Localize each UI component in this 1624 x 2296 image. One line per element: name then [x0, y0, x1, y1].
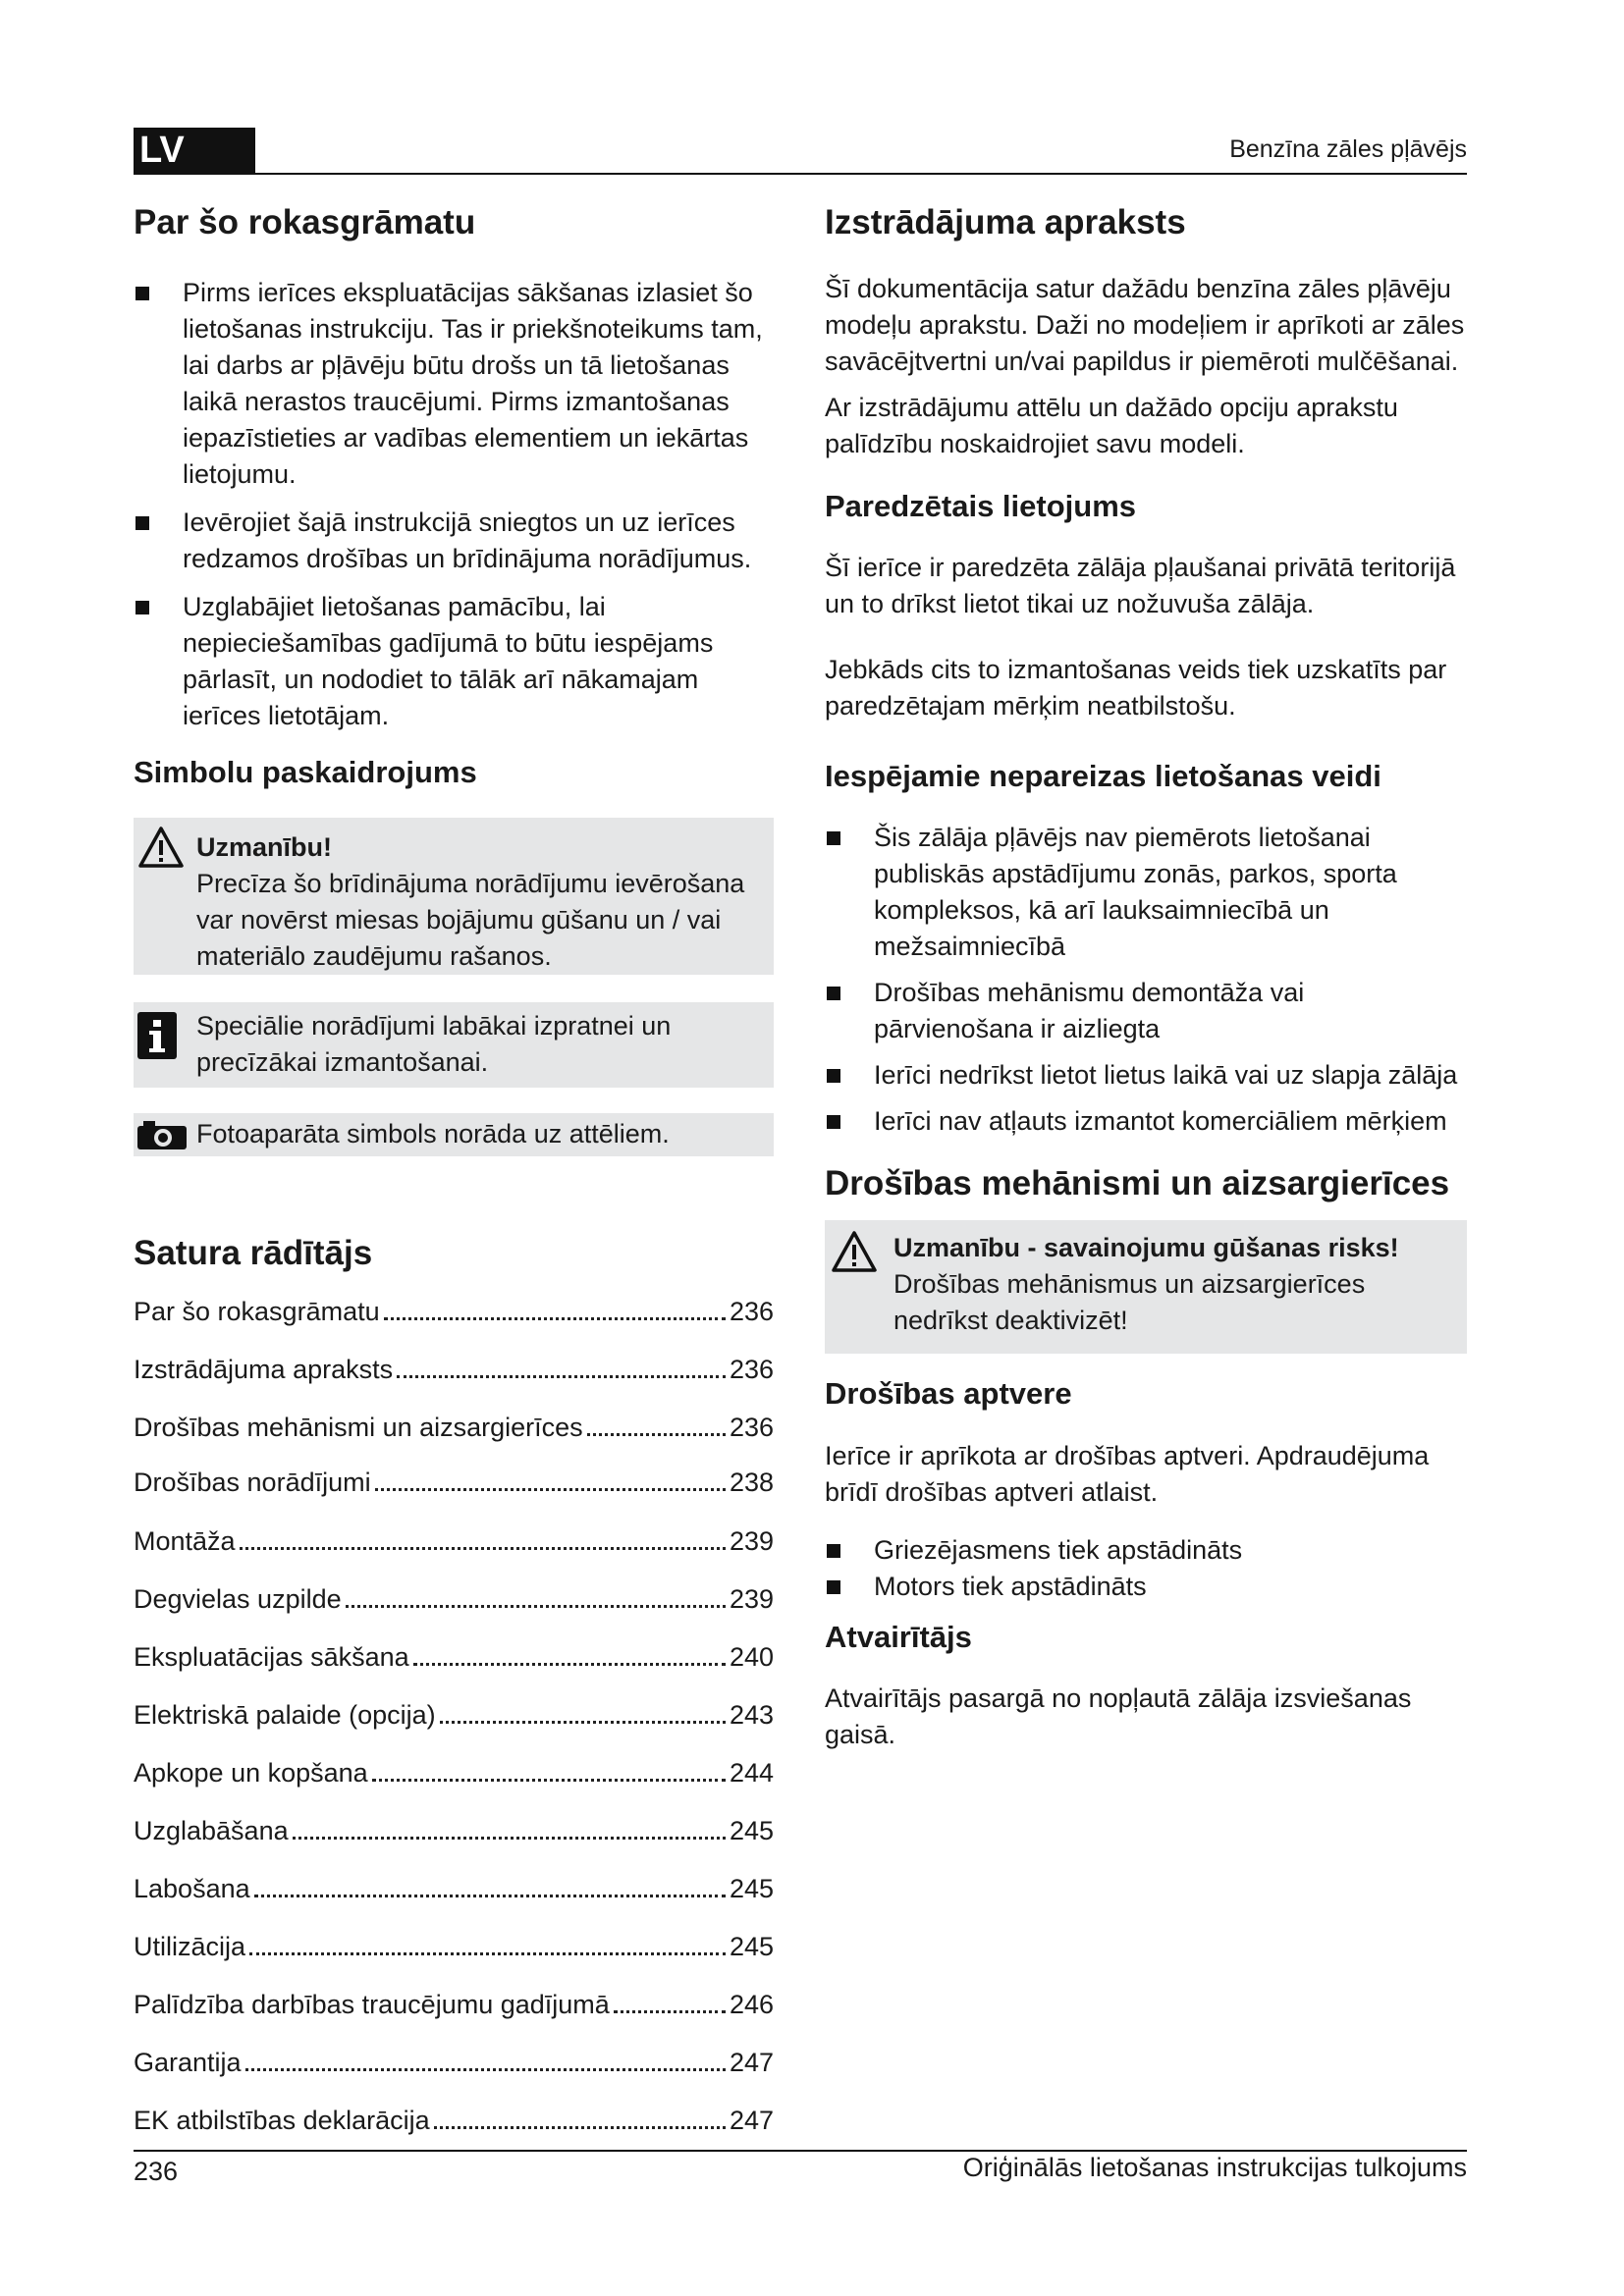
toc-item[interactable]: Drošības norādījumi 238: [134, 1468, 774, 1498]
about-heading: Par šo rokasgrāmatu: [134, 203, 476, 241]
list-item: Motors tiek apstādināts: [825, 1569, 1467, 1605]
toc-item[interactable]: Uzglabāšana 245: [134, 1816, 774, 1846]
toc-item[interactable]: Drošības mehānismi un aizsargierīces 236: [134, 1413, 774, 1443]
warning-triangle-icon: [831, 1230, 878, 1273]
safety-warning-title: Uzmanību - savainojumu gūšanas risks!: [893, 1233, 1399, 1263]
bullet-square-icon: [827, 831, 840, 845]
camera-text: Fotoaparāta simbols norāda uz attēliem.: [196, 1119, 670, 1149]
header-rule: [134, 173, 1467, 175]
toc-item[interactable]: Palīdzība darbības traucējumu gadījumā 246: [134, 1990, 774, 2020]
list-item: Šis zālāja pļāvējs nav piemērots lietošanai publiskās apstādījumu zonās, parkos, sporta kompleksos, kā arī lauksaimniecībā un mežsaimniecībā: [825, 820, 1467, 965]
toc-item[interactable]: Montāža 239: [134, 1526, 774, 1557]
product-paragraph-2: Ar izstrādājumu attēlu un dažādo opciju aprakstu palīdzību noskaidrojiet savu modeli.: [825, 393, 1398, 458]
list-item: Drošības mehānismu demontāža vai pārvienošana ir aizliegta: [825, 975, 1467, 1047]
guard-heading: Drošības aptvere: [825, 1376, 1072, 1412]
deflector-heading: Atvairītājs: [825, 1619, 972, 1654]
list-item: Uzglabājiet lietošanas pamācību, lai nepieciešamības gadījumā to būtu iespējams pārlasīt, un nododiet to tālāk arī nākamajam ierīces lietotājam.: [134, 589, 774, 734]
deflector-paragraph: Atvairītājs pasargā no nopļautā zālāja izsviešanas gaisā.: [825, 1682, 1412, 1749]
bullet-square-icon: [827, 1115, 840, 1129]
list-item: Ierīci nedrīkst lietot lietus laikā vai uz slapja zālāja: [825, 1057, 1467, 1094]
product-paragraph-1: Šī dokumentācija satur dažādu benzīna zāles pļāvēju modeļu aprakstu. Daži no modeļiem ir aprīkoti ar zāles savācējtvertni un/vai papildus ir piemēroti mulčēšanai.: [825, 274, 1465, 376]
footer-title: Oriģinālās lietošanas instrukcijas tulkojums: [962, 2153, 1467, 2182]
list-item: Griezējasmens tiek apstādināts: [825, 1532, 1467, 1569]
right-column: [825, 196, 1467, 1753]
bullet-square-icon: [135, 516, 149, 530]
toc-item[interactable]: Labošana 245: [134, 1874, 774, 1904]
footer-rule: [134, 2150, 1467, 2152]
bullet-square-icon: [827, 987, 840, 1000]
guard-list: [825, 1532, 1467, 1605]
safety-warning-notice: [825, 1220, 1467, 1354]
toc-item[interactable]: Izstrādājuma apraksts 236: [134, 1355, 774, 1385]
info-icon: [137, 1012, 177, 1059]
toc-item[interactable]: Par šo rokasgrāmatu 236: [134, 1297, 774, 1327]
bullet-square-icon: [135, 601, 149, 614]
product-heading: Izstrādājuma apraksts: [825, 203, 1186, 241]
intended-paragraph-2: Jebkāds cits to izmantošanas veids tiek uzskatīts par paredzētajam mērķim neatbilstošu.: [825, 655, 1447, 721]
language-badge: LV: [134, 128, 255, 173]
info-notice: [134, 1002, 774, 1088]
left-column: [134, 196, 774, 2147]
toc-heading: Satura rādītājs: [134, 1234, 373, 1273]
safety-heading: Drošības mehānismi un aizsargierīces: [825, 1164, 1450, 1203]
toc-item[interactable]: Utilizācija 245: [134, 1932, 774, 1962]
toc-list: [134, 1294, 774, 2147]
toc-item[interactable]: Ekspluatācijas sākšana 240: [134, 1642, 774, 1673]
guard-paragraph: Ierīce ir aprīkota ar drošības aptveri. Apdraudējuma brīdī drošības aptveri atlaist.: [825, 1440, 1430, 1507]
toc-item[interactable]: EK atbilstības deklarācija 247: [134, 2106, 774, 2136]
list-item: Ierīci nav atļauts izmantot komerciāliem mērķiem: [825, 1103, 1467, 1140]
toc-item[interactable]: Garantija 247: [134, 2048, 774, 2078]
info-text: Speciālie norādījumi labākai izpratnei un precīzākai izmantošanai.: [196, 1011, 672, 1078]
bullet-square-icon: [827, 1069, 840, 1083]
page-number: 236: [134, 2157, 179, 2186]
warning-triangle-icon: [137, 826, 185, 869]
list-item: Pirms ierīces ekspluatācijas sākšanas izlasiet šo lietošanas instrukciju. Tas ir priekšnoteikums tam, lai darbs ar pļāvēju būtu drošs un tā lietošanas laikā nerastos traucējumi. Pirms izmantošanas iepazīstieties ar vadības elementiem un iekārtas lietojumu.: [134, 275, 774, 493]
header-title: Benzīna zāles pļāvējs: [1229, 135, 1467, 163]
warning-title: Uzmanību!: [196, 832, 332, 863]
toc-item[interactable]: Degvielas uzpilde 239: [134, 1584, 774, 1615]
symbols-heading: Simbolu paskaidrojums: [134, 755, 477, 789]
misuse-list: [825, 820, 1467, 1140]
toc-item[interactable]: Elektriskā palaide (opcija) 243: [134, 1700, 774, 1731]
misuse-heading: Iespējamie nepareizas lietošanas veidi: [825, 759, 1381, 794]
intended-paragraph-1: Šī ierīce ir paredzēta zālāja pļaušanai privātā teritorijā un to drīkst lietot tikai uz nožuvuša zālāja.: [825, 553, 1456, 619]
about-list: [134, 275, 774, 734]
bullet-square-icon: [827, 1580, 840, 1594]
camera-notice: [134, 1113, 774, 1156]
bullet-square-icon: [827, 1544, 840, 1558]
intended-heading: Paredzētais lietojums: [825, 489, 1137, 523]
bullet-square-icon: [135, 287, 149, 300]
safety-warning-text: Drošības mehānismus un aizsargierīces nedrīkst deaktivizēt!: [893, 1269, 1366, 1336]
camera-icon: [135, 1120, 189, 1151]
list-item: Ievērojiet šajā instrukcijā sniegtos un uz ierīces redzamos drošības un brīdinājuma norādījumus.: [134, 505, 774, 577]
warning-text: Precīza šo brīdinājuma norādījumu ievērošana var novērst miesas bojājumu gūšanu un / vai materiālo zaudējumu rašanos.: [196, 869, 745, 972]
toc-item[interactable]: Apkope un kopšana 244: [134, 1758, 774, 1789]
warning-notice: [134, 818, 774, 975]
